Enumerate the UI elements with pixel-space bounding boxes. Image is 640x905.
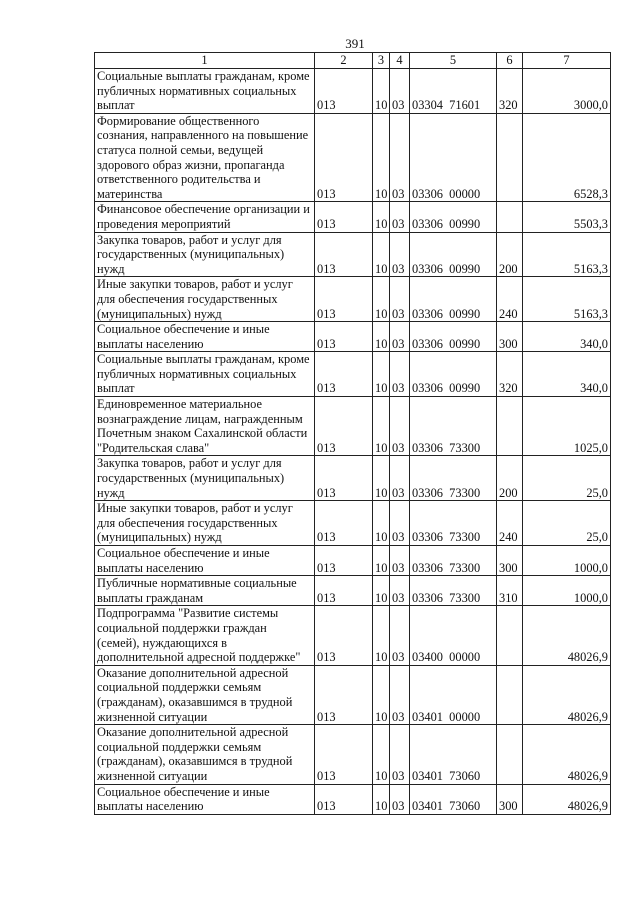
cell-section: 10	[373, 606, 390, 665]
cell-amount: 48026,9	[523, 606, 611, 665]
table-row	[95, 397, 611, 456]
cell-expense-type: 300	[497, 546, 523, 576]
cell-section: 10	[373, 113, 390, 202]
row-name: Оказание дополнительной адресной социальной поддержки семьям (гражданам), оказавшимся в трудной жизненной ситуации	[95, 725, 315, 784]
cell-section: 10	[373, 546, 390, 576]
column-header: 2	[315, 53, 373, 69]
cell-section: 10	[373, 277, 390, 322]
cell-section: 10	[373, 202, 390, 232]
cell-amount: 1000,0	[523, 546, 611, 576]
cell-admin-code: 013	[315, 69, 373, 114]
cell-section: 10	[373, 69, 390, 114]
cell-amount: 25,0	[523, 501, 611, 546]
table-row	[95, 576, 611, 606]
cell-section: 10	[373, 397, 390, 456]
cell-amount: 48026,9	[523, 784, 611, 814]
table-row	[95, 202, 611, 232]
cell-subsection: 03	[390, 606, 410, 665]
row-name: Оказание дополнительной адресной социальной поддержки семьям (гражданам), оказавшимся в трудной жизненной ситуации	[95, 665, 315, 724]
cell-amount: 25,0	[523, 456, 611, 501]
cell-subsection: 03	[390, 232, 410, 277]
cell-target-article: 03400 00000	[410, 606, 497, 665]
cell-expense-type: 300	[497, 784, 523, 814]
cell-expense-type	[497, 725, 523, 784]
cell-subsection: 03	[390, 352, 410, 397]
table-row	[95, 501, 611, 546]
cell-target-article: 03304 71601	[410, 69, 497, 114]
cell-expense-type: 320	[497, 69, 523, 114]
cell-amount: 5163,3	[523, 232, 611, 277]
cell-expense-type: 240	[497, 277, 523, 322]
table-row	[95, 606, 611, 665]
table-row	[95, 277, 611, 322]
cell-amount: 5163,3	[523, 277, 611, 322]
cell-admin-code: 013	[315, 397, 373, 456]
cell-subsection: 03	[390, 665, 410, 724]
table-row	[95, 456, 611, 501]
column-header: 3	[373, 53, 390, 69]
cell-target-article: 03401 73060	[410, 784, 497, 814]
column-header: 6	[497, 53, 523, 69]
cell-expense-type: 240	[497, 501, 523, 546]
cell-admin-code: 013	[315, 725, 373, 784]
cell-admin-code: 013	[315, 232, 373, 277]
cell-admin-code: 013	[315, 665, 373, 724]
row-name: Социальное обеспечение и иные выплаты населению	[95, 784, 315, 814]
row-name: Социальные выплаты гражданам, кроме публичных нормативных социальных выплат	[95, 69, 315, 114]
cell-expense-type	[497, 397, 523, 456]
cell-admin-code: 013	[315, 576, 373, 606]
cell-section: 10	[373, 665, 390, 724]
row-name: Иные закупки товаров, работ и услуг для обеспечения государственных (муниципальных) нужд	[95, 277, 315, 322]
cell-subsection: 03	[390, 456, 410, 501]
cell-target-article: 03306 00990	[410, 202, 497, 232]
row-name: Публичные нормативные социальные выплаты гражданам	[95, 576, 315, 606]
column-header: 1	[95, 53, 315, 69]
cell-section: 10	[373, 576, 390, 606]
cell-section: 10	[373, 784, 390, 814]
table-row	[95, 546, 611, 576]
table-row	[95, 784, 611, 814]
cell-admin-code: 013	[315, 113, 373, 202]
row-name: Формирование общественного сознания, направленного на повышение статуса полной семьи, ведущей здорового образ жизни, пропаганда ответственного родительства и материнства	[95, 113, 315, 202]
table-row	[95, 69, 611, 114]
cell-amount: 1000,0	[523, 576, 611, 606]
cell-target-article: 03306 73300	[410, 501, 497, 546]
table-row	[95, 725, 611, 784]
row-name: Закупка товаров, работ и услуг для государственных (муниципальных) нужд	[95, 456, 315, 501]
cell-subsection: 03	[390, 322, 410, 352]
cell-amount: 340,0	[523, 352, 611, 397]
cell-subsection: 03	[390, 725, 410, 784]
cell-admin-code: 013	[315, 456, 373, 501]
cell-subsection: 03	[390, 501, 410, 546]
cell-expense-type	[497, 113, 523, 202]
cell-expense-type: 320	[497, 352, 523, 397]
cell-expense-type: 200	[497, 456, 523, 501]
column-header: 5	[410, 53, 497, 69]
cell-subsection: 03	[390, 546, 410, 576]
cell-expense-type: 300	[497, 322, 523, 352]
cell-admin-code: 013	[315, 606, 373, 665]
row-name: Иные закупки товаров, работ и услуг для обеспечения государственных (муниципальных) нужд	[95, 501, 315, 546]
cell-target-article: 03306 73300	[410, 456, 497, 501]
cell-subsection: 03	[390, 576, 410, 606]
cell-target-article: 03306 00000	[410, 113, 497, 202]
cell-amount: 48026,9	[523, 665, 611, 724]
table-row	[95, 232, 611, 277]
cell-subsection: 03	[390, 69, 410, 114]
column-header: 4	[390, 53, 410, 69]
cell-subsection: 03	[390, 113, 410, 202]
cell-expense-type: 310	[497, 576, 523, 606]
column-header: 7	[523, 53, 611, 69]
cell-target-article: 03306 73300	[410, 546, 497, 576]
cell-expense-type	[497, 202, 523, 232]
cell-admin-code: 013	[315, 546, 373, 576]
cell-target-article: 03306 00990	[410, 322, 497, 352]
cell-subsection: 03	[390, 784, 410, 814]
cell-amount: 3000,0	[523, 69, 611, 114]
cell-amount: 340,0	[523, 322, 611, 352]
cell-amount: 1025,0	[523, 397, 611, 456]
budget-table	[94, 52, 611, 815]
cell-target-article: 03306 73300	[410, 397, 497, 456]
cell-expense-type	[497, 606, 523, 665]
table-row	[95, 665, 611, 724]
cell-target-article: 03306 00990	[410, 232, 497, 277]
cell-section: 10	[373, 352, 390, 397]
cell-expense-type	[497, 665, 523, 724]
row-name: Закупка товаров, работ и услуг для государственных (муниципальных) нужд	[95, 232, 315, 277]
cell-section: 10	[373, 725, 390, 784]
cell-target-article: 03306 73300	[410, 576, 497, 606]
cell-section: 10	[373, 322, 390, 352]
row-name: Социальное обеспечение и иные выплаты населению	[95, 322, 315, 352]
cell-section: 10	[373, 501, 390, 546]
cell-target-article: 03401 00000	[410, 665, 497, 724]
cell-admin-code: 013	[315, 322, 373, 352]
cell-admin-code: 013	[315, 501, 373, 546]
cell-admin-code: 013	[315, 277, 373, 322]
cell-target-article: 03306 00990	[410, 277, 497, 322]
cell-amount: 48026,9	[523, 725, 611, 784]
cell-subsection: 03	[390, 202, 410, 232]
cell-amount: 5503,3	[523, 202, 611, 232]
row-name: Финансовое обеспечение организации и проведения мероприятий	[95, 202, 315, 232]
row-name: Социальное обеспечение и иные выплаты населению	[95, 546, 315, 576]
header-row	[95, 53, 611, 69]
table-row	[95, 352, 611, 397]
cell-section: 10	[373, 232, 390, 277]
cell-admin-code: 013	[315, 202, 373, 232]
cell-expense-type: 200	[497, 232, 523, 277]
cell-target-article: 03306 00990	[410, 352, 497, 397]
cell-admin-code: 013	[315, 784, 373, 814]
row-name: Социальные выплаты гражданам, кроме публичных нормативных социальных выплат	[95, 352, 315, 397]
cell-section: 10	[373, 456, 390, 501]
table-row	[95, 322, 611, 352]
cell-target-article: 03401 73060	[410, 725, 497, 784]
row-name: Подпрограмма "Развитие системы социальной поддержки граждан (семей), нуждающихся в дополнительной адресной поддержке"	[95, 606, 315, 665]
page-number: 391	[345, 36, 365, 51]
cell-amount: 6528,3	[523, 113, 611, 202]
row-name: Единовременное материальное вознаграждение лицам, награжденным Почетным знаком Сахалинской области "Родительская слава"	[95, 397, 315, 456]
table-row	[95, 113, 611, 202]
cell-admin-code: 013	[315, 352, 373, 397]
cell-subsection: 03	[390, 277, 410, 322]
cell-subsection: 03	[390, 397, 410, 456]
